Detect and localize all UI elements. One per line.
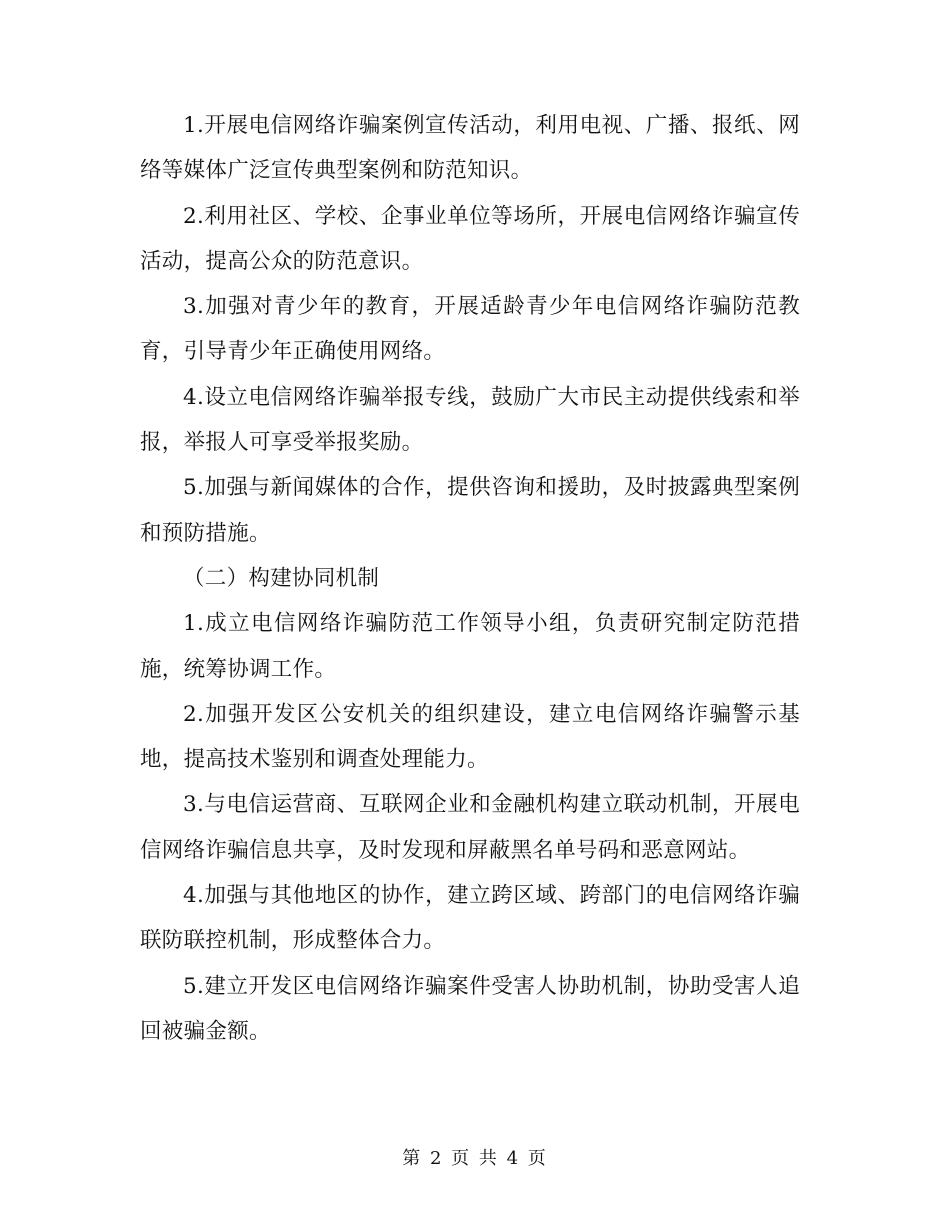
- paragraph-linkage-mechanism: 3.与电信运营商、互联网企业和金融机构建立联动机制，开展电信网络诈骗信息共享，及时发现和屏蔽黑名单号码和恶意网站。: [140, 792, 800, 863]
- paragraph-report-hotline: 4.设立电信网络诈骗举报专线，鼓励广大市民主动提供线索和举报，举报人可享受举报奖励。: [140, 384, 800, 456]
- paragraph-victim-assistance: 5.建立开发区电信网络诈骗案件受害人协助机制，协助受害人追回被骗金额。: [140, 973, 800, 1044]
- paragraph-youth-education: 3.加强对青少年的教育，开展适龄青少年电信网络诈骗防范教育，引导青少年正确使用网络。: [140, 294, 800, 365]
- paragraph-community-campaign: 2.利用社区、学校、企事业单位等场所，开展电信网络诈骗宣传活动，提高公众的防范意识。: [140, 203, 800, 274]
- paragraph-publicity-cases: 1.开展电信网络诈骗案例宣传活动，利用电视、广播、报纸、网络等媒体广泛宣传典型案例和防范知识。: [140, 113, 800, 184]
- paragraph-leadership-group: 1.成立电信网络诈骗防范工作领导小组，负责研究制定防范措施，统筹协调工作。: [140, 611, 800, 682]
- document-body: [140, 103, 800, 1054]
- paragraph-police-capacity: 2.加强开发区公安机关的组织建设，建立电信网络诈骗警示基地，提高技术鉴别和调查处理能力。: [140, 701, 800, 773]
- paragraph-media-cooperation: 5.加强与新闻媒体的合作，提供咨询和援助，及时披露典型案例和预防措施。: [140, 475, 800, 546]
- page-number: 第 2 页 共 4 页: [402, 1148, 548, 1169]
- paragraph-regional-cooperation: 4.加强与其他地区的协作，建立跨区域、跨部门的电信网络诈骗联防联控机制，形成整体合力。: [140, 883, 800, 954]
- section-heading-coordination: （二）构建协同机制: [183, 565, 380, 591]
